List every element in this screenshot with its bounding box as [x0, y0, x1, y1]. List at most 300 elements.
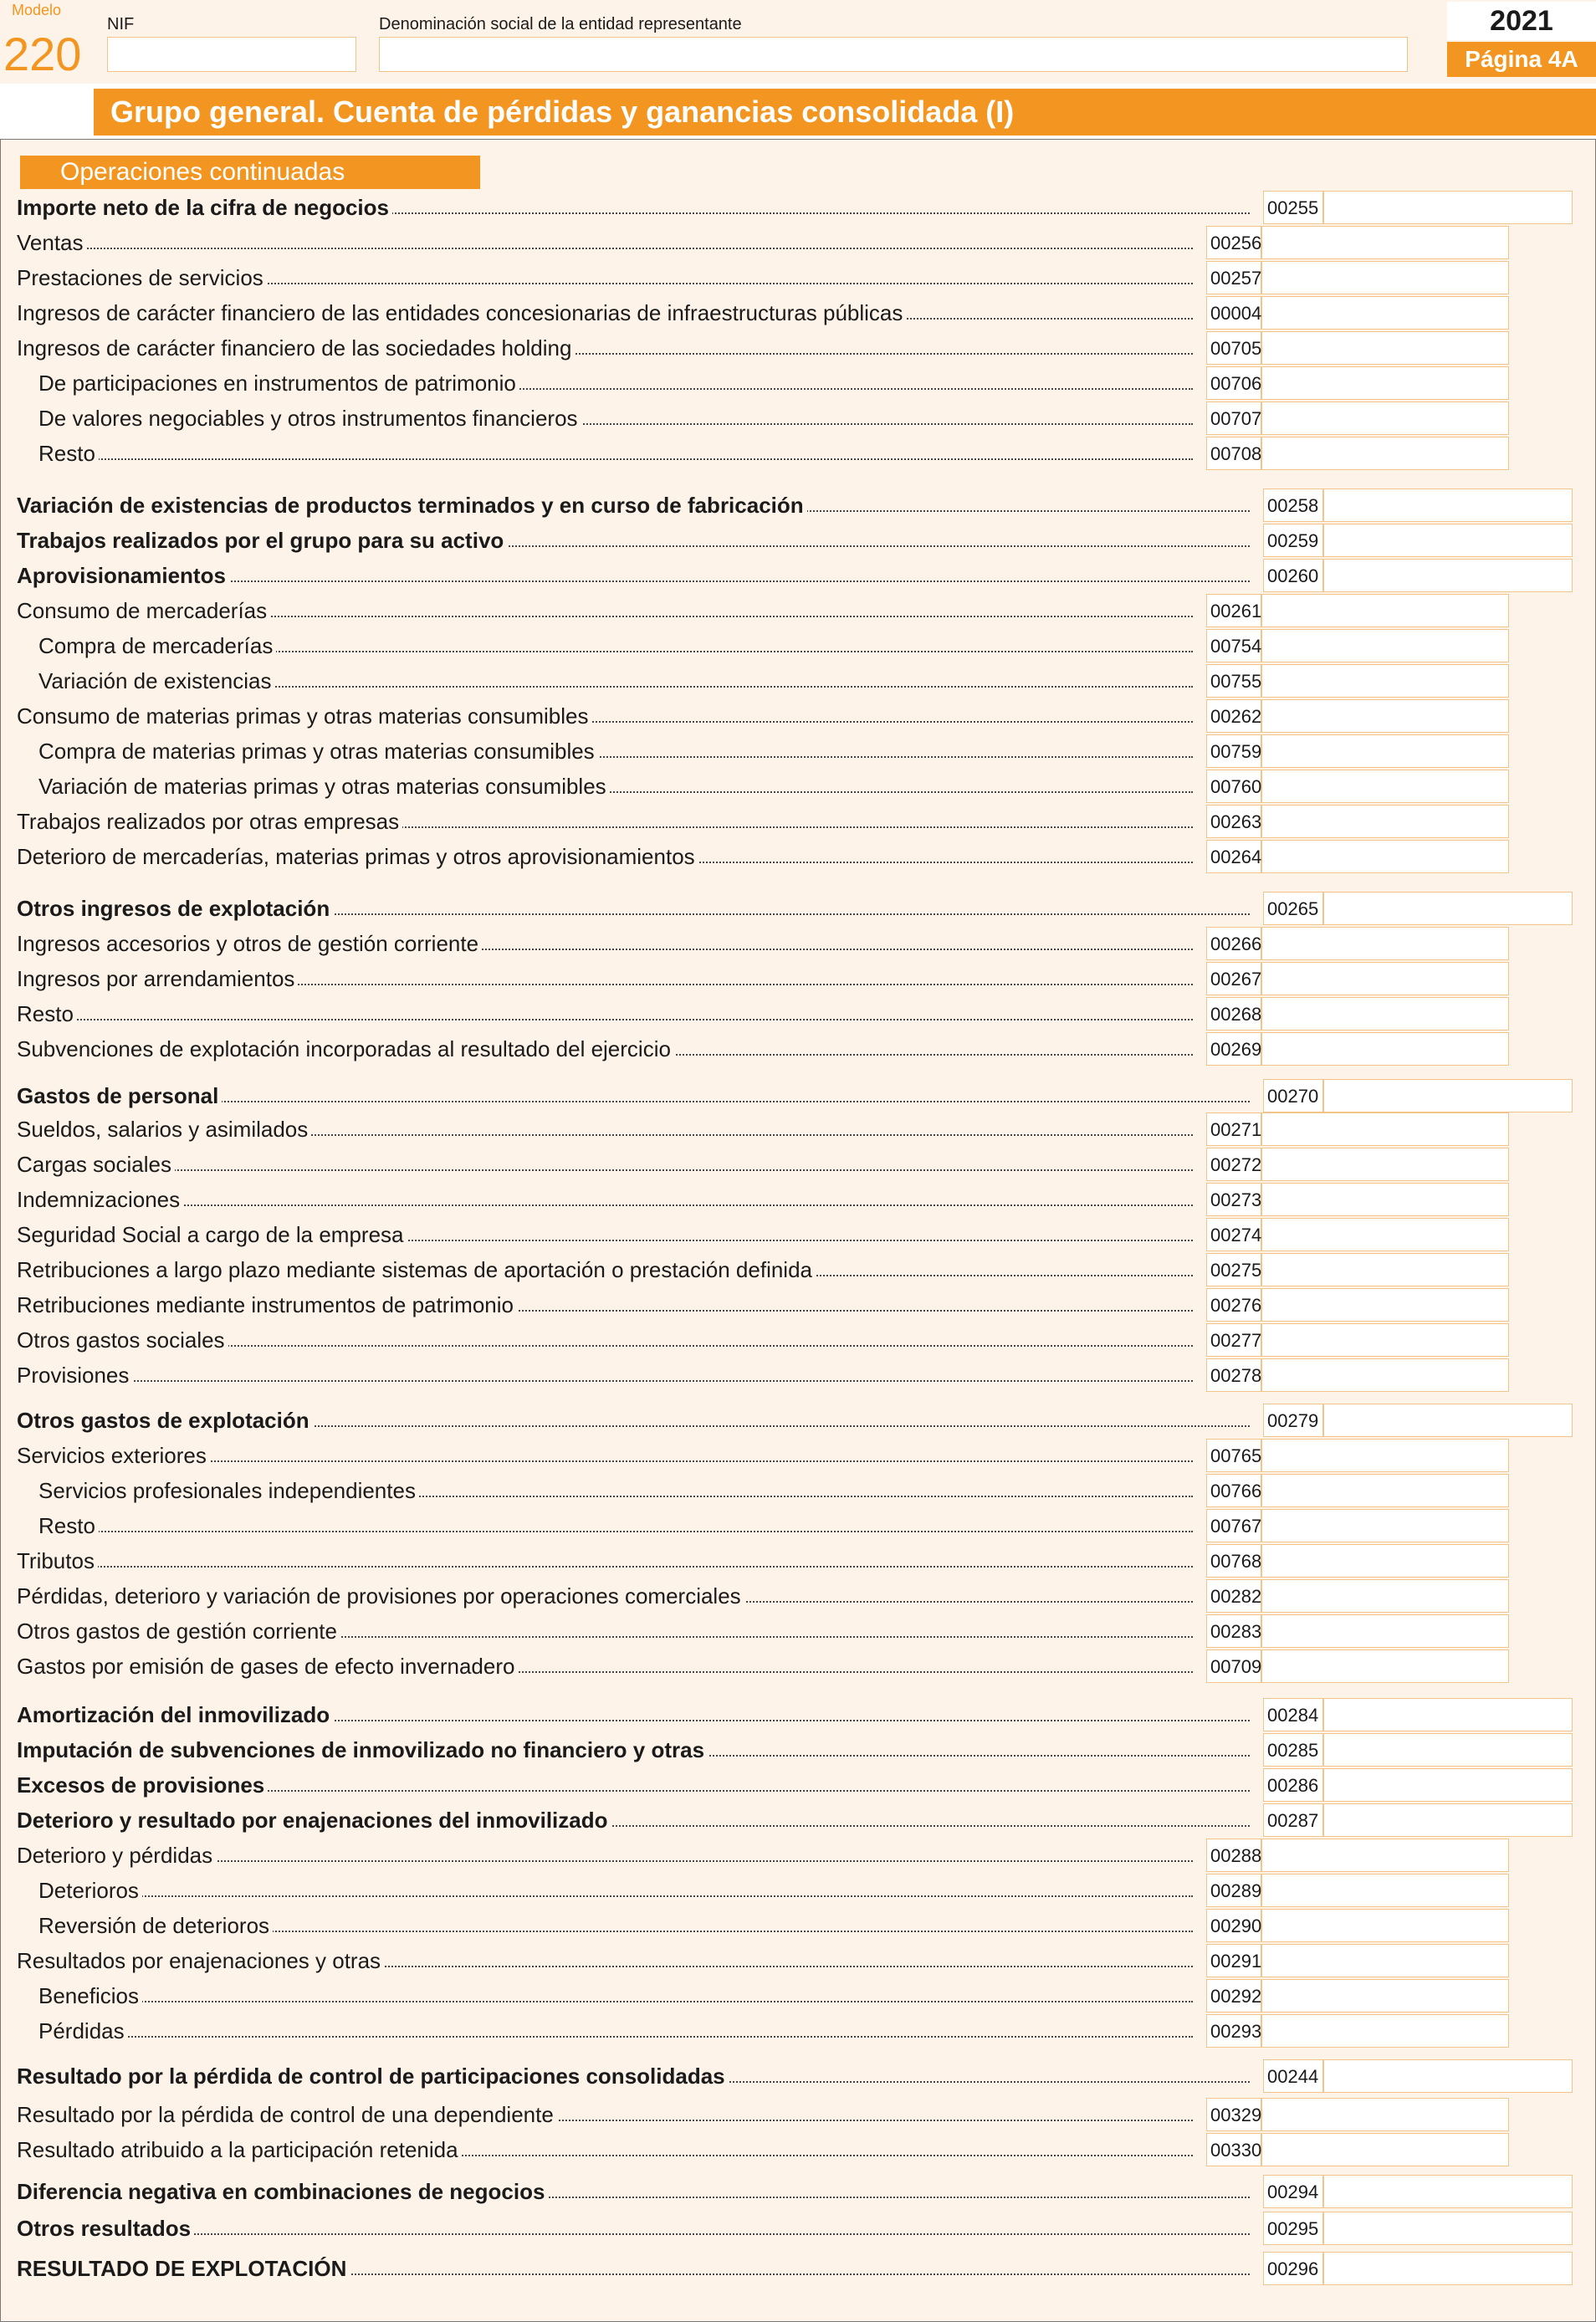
row-label: [17, 892, 333, 925]
form-row: [0, 1579, 1596, 1613]
form-row: [0, 331, 1596, 365]
row-label: [38, 734, 598, 768]
row-label: [17, 1032, 674, 1066]
row-label: [17, 699, 591, 733]
amount-field[interactable]: [1261, 997, 1509, 1031]
amount-field[interactable]: [1261, 226, 1509, 259]
row-label: [17, 2175, 548, 2208]
row-label-text: Compra de materias primas y otras materias consumibles: [38, 739, 598, 764]
amount-field[interactable]: [1261, 840, 1509, 873]
box-code: 00276: [1206, 1288, 1261, 1322]
row-label-text: Diferencia negativa en combinaciones de negocios: [17, 2179, 548, 2204]
amount-field[interactable]: [1261, 331, 1509, 365]
row-label: [17, 1803, 611, 1837]
form-row: [0, 366, 1596, 400]
row-label-text: Provisiones: [17, 1363, 132, 1388]
row-label: [38, 1874, 142, 1907]
box-code: 00296: [1263, 2252, 1323, 2285]
amount-field[interactable]: [1323, 191, 1573, 224]
leader-dots: [17, 248, 1193, 249]
form-row: [0, 1148, 1596, 1181]
form-row: [0, 437, 1596, 470]
row-label-text: Reversión de deterioros: [38, 1913, 273, 1938]
box-code: 00278: [1206, 1358, 1261, 1392]
denominacion-label: Denominación social de la entidad representante: [379, 15, 742, 33]
box-code: 00271: [1206, 1112, 1261, 1146]
row-label: [17, 1112, 311, 1146]
row-label-text: Importe neto de la cifra de negocios: [17, 195, 392, 220]
amount-field[interactable]: [1323, 1404, 1573, 1437]
box-code: 00272: [1206, 1148, 1261, 1181]
amount-field[interactable]: [1323, 2059, 1573, 2093]
row-label-text: Resultado atribuido a la participación retenida: [17, 2137, 462, 2162]
box-code: 00290: [1206, 1909, 1261, 1942]
row-label-text: Deterioro y pérdidas: [17, 1843, 216, 1868]
form-row: [0, 1649, 1596, 1683]
box-code: 00754: [1206, 629, 1261, 662]
amount-field[interactable]: [1261, 594, 1509, 627]
form-row: [0, 2212, 1596, 2245]
box-code: 00755: [1206, 664, 1261, 698]
box-code: 00277: [1206, 1323, 1261, 1357]
modelo-label: Modelo: [12, 2, 62, 18]
amount-field[interactable]: [1261, 1579, 1509, 1613]
amount-field[interactable]: [1323, 559, 1573, 592]
box-code: 00275: [1206, 1253, 1261, 1286]
row-label-text: Variación de existencias: [38, 668, 274, 693]
form-row: [0, 1358, 1596, 1392]
box-code: 00766: [1206, 1474, 1261, 1507]
form-row: [0, 1698, 1596, 1731]
row-label: [38, 2014, 128, 2048]
form-row: [0, 594, 1596, 627]
page-title: Grupo general. Cuenta de pérdidas y ganancias consolidada (I): [94, 89, 1596, 136]
amount-field[interactable]: [1261, 366, 1509, 400]
amount-field[interactable]: [1323, 892, 1573, 925]
row-label-text: Deterioro de mercaderías, materias primas y otros aprovisionamientos: [17, 844, 698, 869]
row-label-text: Seguridad Social a cargo de la empresa: [17, 1222, 407, 1247]
form-row: [0, 1874, 1596, 1907]
row-label: [17, 1079, 222, 1112]
form-row: [0, 2014, 1596, 2048]
box-code: 00244: [1263, 2059, 1323, 2093]
amount-field[interactable]: [1323, 524, 1573, 557]
amount-field[interactable]: [1261, 770, 1509, 803]
row-label: [38, 1979, 142, 2013]
amount-field[interactable]: [1323, 2252, 1573, 2285]
amount-field[interactable]: [1261, 437, 1509, 470]
leader-dots: [38, 1531, 1193, 1532]
box-code: 00291: [1206, 1944, 1261, 1977]
row-label-text: Servicios profesionales independientes: [38, 1478, 419, 1503]
amount-field[interactable]: [1323, 2175, 1573, 2208]
box-code: 00264: [1206, 840, 1261, 873]
row-label: [38, 629, 276, 662]
row-label: [17, 805, 402, 838]
form-row: [0, 191, 1596, 224]
form-row: [0, 226, 1596, 259]
box-code: 00288: [1206, 1839, 1261, 1872]
box-code: 00708: [1206, 437, 1261, 470]
amount-field[interactable]: [1323, 1079, 1573, 1112]
row-label-text: Variación de materias primas y otras materias consumibles: [38, 774, 610, 799]
row-label: [17, 488, 807, 522]
row-label-text: Trabajos realizados por el grupo para su activo: [17, 528, 507, 553]
row-label-text: Otros gastos de gestión corriente: [17, 1619, 340, 1644]
amount-field[interactable]: [1261, 927, 1509, 960]
row-label: [17, 1183, 183, 1216]
row-label: [17, 261, 267, 294]
amount-field[interactable]: [1261, 734, 1509, 768]
amount-field[interactable]: [1261, 1218, 1509, 1251]
amount-field[interactable]: [1261, 1944, 1509, 1977]
row-label: [17, 997, 77, 1031]
modelo-number: 220: [3, 28, 82, 80]
form-row: [0, 296, 1596, 330]
form-row: [0, 2059, 1596, 2093]
form-row: [0, 1979, 1596, 2013]
row-label: [17, 2133, 462, 2166]
box-code: 00293: [1206, 2014, 1261, 2048]
box-code: 00274: [1206, 1218, 1261, 1251]
row-label-text: Ingresos accesorios y otros de gestión corriente: [17, 931, 482, 956]
row-label: [17, 594, 270, 627]
row-label: [17, 1733, 708, 1767]
form-row: [0, 1112, 1596, 1146]
box-code: 00270: [1263, 1079, 1323, 1112]
row-label-text: Consumo de materias primas y otras materias consumibles: [17, 703, 591, 729]
row-label: [17, 927, 482, 960]
leader-dots: [38, 1895, 1193, 1897]
amount-field[interactable]: [1261, 2014, 1509, 2048]
header: [0, 0, 1596, 84]
amount-field[interactable]: [1323, 1768, 1573, 1802]
row-label-text: Pérdidas, deterioro y variación de provisiones por operaciones comerciales: [17, 1583, 744, 1609]
amount-field[interactable]: [1261, 401, 1509, 435]
row-label-text: Resultados por enajenaciones y otras: [17, 1948, 384, 1973]
row-label: [38, 366, 519, 400]
form-row: [0, 1032, 1596, 1066]
row-label-text: Resultado por la pérdida de control de una dependiente: [17, 2102, 557, 2127]
form-row: [0, 1404, 1596, 1437]
row-label: [17, 1288, 517, 1322]
row-label-text: Sueldos, salarios y asimilados: [17, 1117, 311, 1142]
amount-field[interactable]: [1261, 2133, 1509, 2166]
box-code: 00760: [1206, 770, 1261, 803]
amount-field[interactable]: [1261, 1544, 1509, 1578]
row-label-text: Ingresos por arrendamientos: [17, 966, 298, 991]
row-label: [17, 2212, 194, 2245]
box-code: 00705: [1206, 331, 1261, 365]
leader-dots: [17, 1380, 1193, 1382]
row-label: [17, 1768, 268, 1802]
row-label: [17, 1579, 744, 1613]
amount-field[interactable]: [1323, 1803, 1573, 1837]
form-row: [0, 962, 1596, 995]
year-box: 2021: [1447, 2, 1596, 40]
form-row: [0, 401, 1596, 435]
amount-field[interactable]: [1261, 1439, 1509, 1472]
row-label: [38, 437, 99, 470]
row-label: [17, 840, 698, 873]
row-label-text: Aprovisionamientos: [17, 563, 229, 588]
row-label: [17, 1439, 210, 1472]
box-code: 00257: [1206, 261, 1261, 294]
box-code: 00255: [1263, 191, 1323, 224]
amount-field[interactable]: [1261, 2098, 1509, 2131]
row-label: [17, 1218, 407, 1251]
form-row: [0, 1253, 1596, 1286]
box-code: 00285: [1263, 1733, 1323, 1767]
amount-field[interactable]: [1261, 805, 1509, 838]
form-row: [0, 1439, 1596, 1472]
amount-field[interactable]: [1261, 664, 1509, 698]
amount-field[interactable]: [1323, 1698, 1573, 1731]
form-row: [0, 997, 1596, 1031]
row-label-text: Resultado por la pérdida de control de participaciones consolidadas: [17, 2064, 729, 2089]
row-label: [17, 1323, 228, 1357]
box-code: 00330: [1206, 2133, 1261, 2166]
row-label-text: Ingresos de carácter financiero de las entidades concesionarias de infraestructuras públicas: [17, 300, 906, 325]
form-row: [0, 629, 1596, 662]
leader-dots: [38, 458, 1193, 460]
box-code: 00267: [1206, 962, 1261, 995]
page-badge: Página 4A: [1447, 42, 1596, 77]
leader-dots: [38, 2036, 1193, 2038]
row-label-text: Consumo de mercaderías: [17, 598, 270, 623]
box-code: 00260: [1263, 559, 1323, 592]
nif-field[interactable]: [107, 37, 356, 72]
amount-field[interactable]: [1261, 1288, 1509, 1322]
row-label: [17, 2059, 729, 2093]
row-label-text: Excesos de provisiones: [17, 1772, 268, 1798]
denominacion-field[interactable]: [379, 37, 1408, 72]
row-label-text: Indemnizaciones: [17, 1187, 183, 1212]
amount-field[interactable]: [1261, 1979, 1509, 2013]
box-code: 00767: [1206, 1509, 1261, 1542]
amount-field[interactable]: [1261, 1874, 1509, 1907]
amount-field[interactable]: [1261, 629, 1509, 662]
amount-field[interactable]: [1261, 1839, 1509, 1872]
form-row: [0, 892, 1596, 925]
amount-field[interactable]: [1261, 1253, 1509, 1286]
row-label-text: De participaciones en instrumentos de patrimonio: [38, 371, 519, 396]
row-label-text: Deterioro y resultado por enajenaciones del inmovilizado: [17, 1808, 611, 1833]
form-row: [0, 1733, 1596, 1767]
amount-field[interactable]: [1261, 1148, 1509, 1181]
row-label-text: Imputación de subvenciones de inmovilizado no financiero y otras: [17, 1737, 708, 1762]
amount-field[interactable]: [1261, 1323, 1509, 1357]
row-label-text: Pérdidas: [38, 2018, 128, 2043]
form-row: [0, 1909, 1596, 1942]
row-label-text: De valores negociables y otros instrumentos financieros: [38, 406, 581, 431]
form-row: [0, 1183, 1596, 1216]
row-label: [17, 2252, 350, 2285]
amount-field[interactable]: [1261, 1032, 1509, 1066]
box-code: 00256: [1206, 226, 1261, 259]
form-row: [0, 1218, 1596, 1251]
row-label: [17, 962, 298, 995]
box-code: 00284: [1263, 1698, 1323, 1731]
row-label-text: Deterioros: [38, 1878, 142, 1903]
row-label: [17, 559, 229, 592]
row-label: [17, 1404, 313, 1437]
form-row: [0, 1614, 1596, 1648]
form-row: [0, 927, 1596, 960]
form-row: [0, 1944, 1596, 1977]
box-code: 00259: [1263, 524, 1323, 557]
box-code: 00709: [1206, 1649, 1261, 1683]
leader-dots: [17, 1169, 1193, 1171]
form-row: [0, 664, 1596, 698]
row-label: [17, 1614, 340, 1648]
row-label-text: Resto: [38, 441, 99, 466]
row-label: [17, 1649, 518, 1683]
amount-field[interactable]: [1261, 1358, 1509, 1392]
nif-label: NIF: [107, 15, 135, 33]
amount-field[interactable]: [1323, 488, 1573, 522]
box-code: 00329: [1206, 2098, 1261, 2131]
row-label: [17, 2098, 557, 2131]
row-label: [17, 1698, 333, 1731]
form-row: [0, 1768, 1596, 1802]
box-code: 00286: [1263, 1768, 1323, 1802]
row-label-text: Prestaciones de servicios: [17, 265, 267, 290]
box-code: 00759: [1206, 734, 1261, 768]
row-label: [38, 1909, 273, 1942]
row-label: [17, 1944, 384, 1977]
row-label-text: Resto: [38, 1513, 99, 1538]
amount-field[interactable]: [1323, 1733, 1573, 1767]
row-label: [17, 296, 906, 330]
row-label-text: Compra de mercaderías: [38, 633, 276, 658]
row-label-text: Otros resultados: [17, 2216, 194, 2241]
box-code: 00706: [1206, 366, 1261, 400]
form-row: [0, 734, 1596, 768]
row-label-text: Variación de existencias de productos terminados y en curso de fabricación: [17, 493, 807, 518]
leader-dots: [17, 1204, 1193, 1206]
amount-field[interactable]: [1261, 1509, 1509, 1542]
amount-field[interactable]: [1261, 1614, 1509, 1648]
row-label: [17, 331, 575, 365]
row-label: [38, 401, 581, 435]
box-code: 00262: [1206, 699, 1261, 733]
leader-dots: [17, 1019, 1193, 1020]
row-label-text: Ingresos de carácter financiero de las sociedades holding: [17, 335, 575, 361]
amount-field[interactable]: [1323, 2212, 1573, 2245]
form-row: [0, 2175, 1596, 2208]
amount-field[interactable]: [1261, 1183, 1509, 1216]
amount-field[interactable]: [1261, 1474, 1509, 1507]
box-code: 00294: [1263, 2175, 1323, 2208]
row-label-text: Servicios exteriores: [17, 1443, 210, 1468]
row-label-text: Tributos: [17, 1548, 98, 1573]
amount-field[interactable]: [1261, 1649, 1509, 1683]
leader-dots: [38, 2001, 1193, 2002]
box-code: 00265: [1263, 892, 1323, 925]
row-label-text: Beneficios: [38, 1983, 142, 2008]
box-code: 00279: [1263, 1404, 1323, 1437]
row-label: [17, 524, 507, 557]
amount-field[interactable]: [1261, 296, 1509, 330]
amount-field[interactable]: [1261, 699, 1509, 733]
box-code: 00268: [1206, 997, 1261, 1031]
box-code: 00283: [1206, 1614, 1261, 1648]
row-label: [38, 664, 274, 698]
form-row: [0, 1474, 1596, 1507]
form-row: [0, 2133, 1596, 2166]
form-row: [0, 1079, 1596, 1112]
row-label-text: Subvenciones de explotación incorporadas al resultado del ejercicio: [17, 1036, 674, 1061]
form-row: [0, 1509, 1596, 1542]
form-row: [0, 1839, 1596, 1872]
form-row: [0, 261, 1596, 294]
section-label: Operaciones continuadas: [20, 156, 480, 189]
row-label-text: Otros ingresos de explotación: [17, 896, 333, 921]
box-code: 00282: [1206, 1579, 1261, 1613]
row-label: [17, 191, 392, 224]
row-label: [17, 1253, 816, 1286]
row-label: [38, 770, 610, 803]
box-code: 00295: [1263, 2212, 1323, 2245]
leader-dots: [17, 2233, 1250, 2235]
row-label-text: Otros gastos sociales: [17, 1327, 228, 1353]
box-code: 00261: [1206, 594, 1261, 627]
form-row: [0, 805, 1596, 838]
form-row: [0, 2252, 1596, 2285]
row-label-text: Amortización del inmovilizado: [17, 1702, 333, 1727]
amount-field[interactable]: [1261, 962, 1509, 995]
row-label-text: Trabajos realizados por otras empresas: [17, 809, 402, 834]
box-code: 00768: [1206, 1544, 1261, 1578]
row-label-text: Cargas sociales: [17, 1152, 175, 1177]
form-row: [0, 699, 1596, 733]
amount-field[interactable]: [1261, 261, 1509, 294]
form-row: [0, 559, 1596, 592]
box-code: 00269: [1206, 1032, 1261, 1066]
form-row: [0, 2098, 1596, 2131]
form-row: [0, 524, 1596, 557]
row-label-text: Gastos de personal: [17, 1083, 222, 1108]
row-label: [17, 1544, 98, 1578]
row-label: [17, 1148, 175, 1181]
leader-dots: [17, 1566, 1193, 1568]
box-code: 00765: [1206, 1439, 1261, 1472]
row-label: [17, 1839, 216, 1872]
row-label-text: Resto: [17, 1001, 77, 1026]
box-code: 00263: [1206, 805, 1261, 838]
form-row: [0, 1544, 1596, 1578]
amount-field[interactable]: [1261, 1112, 1509, 1146]
box-code: 00292: [1206, 1979, 1261, 2013]
row-label-text: Retribuciones a largo plazo mediante sistemas de aportación o prestación definida: [17, 1257, 816, 1282]
box-code: 00273: [1206, 1183, 1261, 1216]
box-code: 00287: [1263, 1803, 1323, 1837]
amount-field[interactable]: [1261, 1909, 1509, 1942]
form-row: [0, 840, 1596, 873]
form-row: [0, 488, 1596, 522]
row-label: [38, 1509, 99, 1542]
box-code: 00258: [1263, 488, 1323, 522]
row-label: [17, 1358, 132, 1392]
box-code: 00707: [1206, 401, 1261, 435]
box-code: 00266: [1206, 927, 1261, 960]
form-row: [0, 1803, 1596, 1837]
row-label-text: Gastos por emisión de gases de efecto invernadero: [17, 1654, 518, 1679]
row-label-text: RESULTADO DE EXPLOTACIÓN: [17, 2256, 350, 2281]
form-row: [0, 770, 1596, 803]
row-label-text: Ventas: [17, 230, 87, 255]
